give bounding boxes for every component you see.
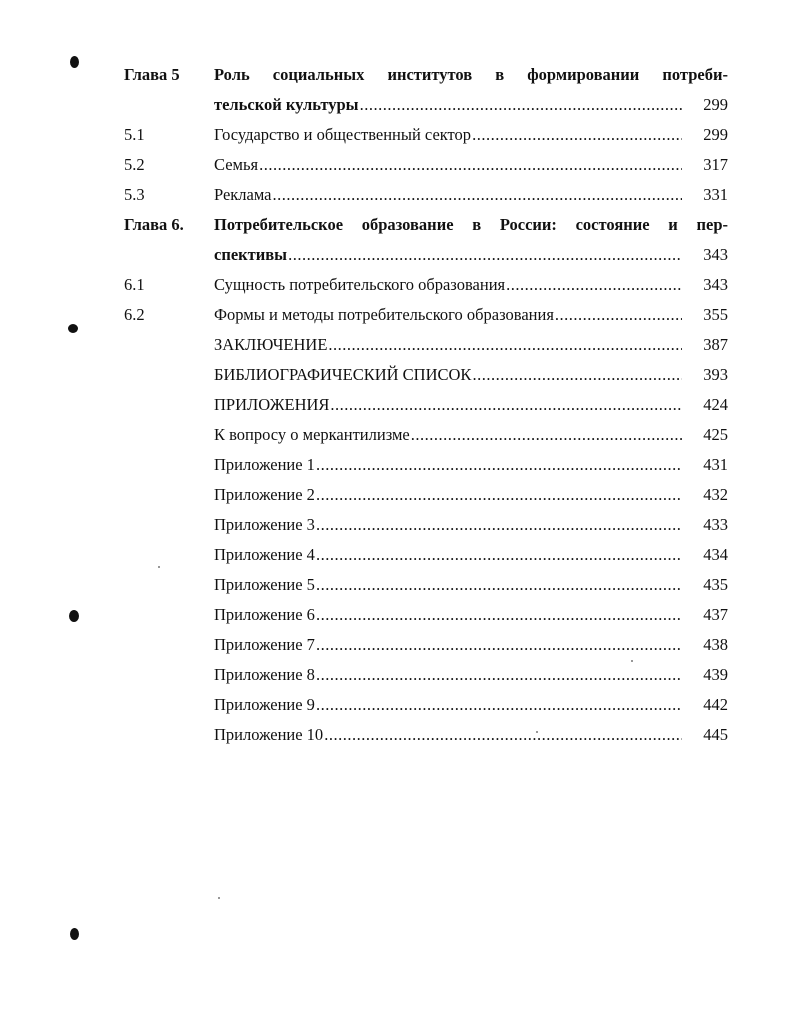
page-number: 343: [703, 245, 728, 264]
scan-speck-2: [218, 897, 220, 899]
entry-title: К вопросу о меркантилизме: [214, 425, 410, 444]
section-title: Реклама: [214, 185, 272, 204]
leader-dots: [324, 720, 682, 750]
page-number: 439: [703, 665, 728, 684]
section-title: Сущность потребительского образования: [214, 275, 506, 294]
page-number: 442: [703, 695, 728, 714]
toc-bibliography[interactable]: [118, 360, 728, 390]
toc-section-6-1[interactable]: [118, 270, 728, 300]
toc-conclusion[interactable]: [118, 330, 728, 360]
leader-dots: [555, 300, 682, 330]
section-number: 5.2: [124, 155, 145, 174]
section-number: 5.1: [124, 125, 145, 144]
page-number: 355: [703, 305, 728, 324]
toc-appendix-1[interactable]: [118, 450, 728, 480]
leader-dots: [316, 450, 682, 480]
toc-appendices[interactable]: [118, 390, 728, 420]
entry-title: Приложение 5: [214, 575, 315, 594]
toc-appendix-2[interactable]: [118, 480, 728, 510]
leader-dots: [316, 690, 682, 720]
toc-appendix-3[interactable]: [118, 510, 728, 540]
toc-chapter-5-line2[interactable]: [118, 90, 728, 120]
entry-title: Приложение 9: [214, 695, 315, 714]
leader-dots: [328, 330, 682, 360]
toc-appendix-10[interactable]: [118, 720, 728, 750]
scan-smudge-1: [70, 56, 79, 68]
leader-dots: [316, 540, 682, 570]
page-number: 393: [703, 365, 728, 384]
toc-chapter-5-line1: [118, 60, 728, 90]
chapter-title-line2: тельской культуры: [214, 95, 359, 114]
page-number: 437: [703, 605, 728, 624]
chapter-number: Глава 5: [124, 65, 180, 84]
leader-dots: [360, 90, 682, 120]
toc-appendix-7[interactable]: [118, 630, 728, 660]
page-number: 431: [703, 455, 728, 474]
entry-title: Приложение 2: [214, 485, 315, 504]
table-of-contents: [118, 60, 728, 750]
scan-smudge-2: [68, 324, 78, 333]
leader-dots: [316, 660, 682, 690]
scan-smudge-4: [70, 928, 79, 940]
page-number: 432: [703, 485, 728, 504]
chapter-number: Глава 6.: [124, 215, 184, 234]
leader-dots: [316, 600, 682, 630]
leader-dots: [411, 420, 682, 450]
page-number: 425: [703, 425, 728, 444]
leader-dots: [330, 390, 682, 420]
entry-title: БИБЛИОГРАФИЧЕСКИЙ СПИСОК: [214, 365, 472, 384]
chapter-title-line1: Роль социальных институтов в формировании потреби-: [214, 65, 728, 84]
chapter-title-line2: спективы: [214, 245, 288, 264]
toc-section-6-2[interactable]: [118, 300, 728, 330]
entry-title: Приложение 4: [214, 545, 315, 564]
entry-title: Приложение 6: [214, 605, 315, 624]
section-title: Формы и методы потребительского образования: [214, 305, 554, 324]
page-number: 299: [703, 95, 728, 114]
entry-title: Приложение 8: [214, 665, 315, 684]
section-number: 6.1: [124, 275, 145, 294]
page-number: 435: [703, 575, 728, 594]
toc-appendix-5[interactable]: [118, 570, 728, 600]
leader-dots: [288, 240, 682, 270]
toc-section-5-2[interactable]: [118, 150, 728, 180]
page-number: 434: [703, 545, 728, 564]
page-number: 438: [703, 635, 728, 654]
toc-appendix-4[interactable]: [118, 540, 728, 570]
leader-dots: [316, 570, 682, 600]
entry-title: ПРИЛОЖЕНИЯ: [214, 395, 330, 414]
toc-section-5-3[interactable]: [118, 180, 728, 210]
page-number: 343: [703, 275, 728, 294]
page-number: 299: [703, 125, 728, 144]
leader-dots: [316, 630, 682, 660]
entry-title: Приложение 1: [214, 455, 315, 474]
section-title: Семья: [214, 155, 259, 174]
toc-chapter-6-line1: [118, 210, 728, 240]
toc-chapter-6-line2[interactable]: [118, 240, 728, 270]
page-number: 445: [703, 725, 728, 744]
toc-mercantilism[interactable]: [118, 420, 728, 450]
entry-title: Приложение 7: [214, 635, 315, 654]
toc-appendix-6[interactable]: [118, 600, 728, 630]
leader-dots: [506, 270, 682, 300]
leader-dots: [316, 510, 682, 540]
leader-dots: [316, 480, 682, 510]
page-number: 387: [703, 335, 728, 354]
entry-title: ЗАКЛЮЧЕНИЕ: [214, 335, 328, 354]
toc-appendix-9[interactable]: [118, 690, 728, 720]
toc-section-5-1[interactable]: [118, 120, 728, 150]
page-number: 424: [703, 395, 728, 414]
toc-appendix-8[interactable]: [118, 660, 728, 690]
section-title: Государство и общественный сектор: [214, 125, 472, 144]
leader-dots: [472, 360, 682, 390]
section-number: 6.2: [124, 305, 145, 324]
leader-dots: [259, 150, 682, 180]
entry-title: Приложение 3: [214, 515, 315, 534]
page-number: 433: [703, 515, 728, 534]
page-number: 331: [703, 185, 728, 204]
chapter-title-line1: Потребительское образование в России: состояние и пер-: [214, 215, 728, 234]
leader-dots: [273, 180, 682, 210]
entry-title: Приложение 10: [214, 725, 324, 744]
leader-dots: [472, 120, 682, 150]
scan-smudge-3: [69, 610, 79, 622]
section-number: 5.3: [124, 185, 145, 204]
page-number: 317: [703, 155, 728, 174]
